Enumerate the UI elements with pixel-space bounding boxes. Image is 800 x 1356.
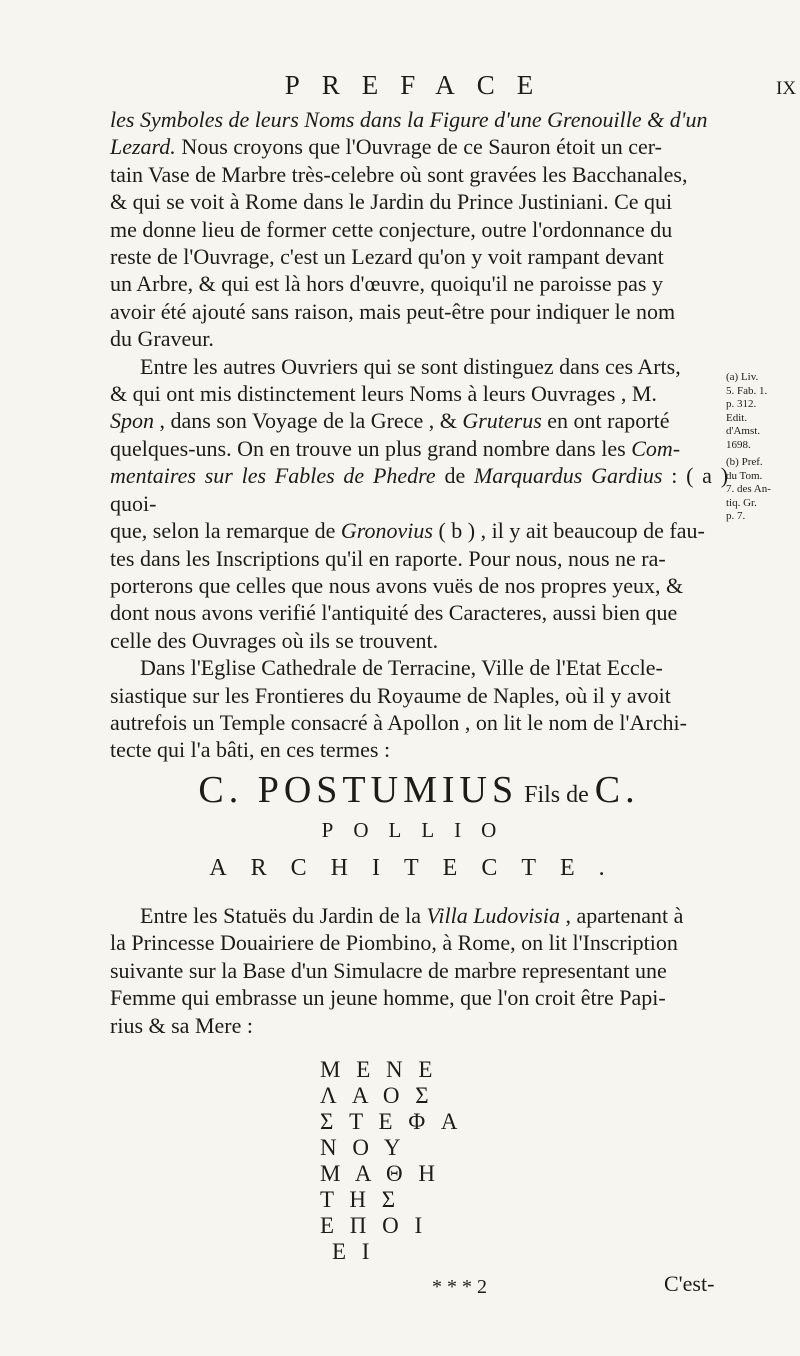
text-line: Entre les autres Ouvriers qui se sont distinguez dans ces Arts, xyxy=(140,353,681,379)
greek-line: E Π O I xyxy=(320,1213,428,1238)
text-line: Gruterus xyxy=(462,408,542,434)
inscription-name: C. POSTUMIUS xyxy=(198,769,519,811)
sidenote-line: d'Amst. xyxy=(726,425,761,438)
text-line: Marquardus Gardius xyxy=(473,463,663,489)
text-line: du Graveur. xyxy=(110,326,214,352)
sidenote-line: Edit. xyxy=(726,411,748,424)
running-title: PREFACE xyxy=(284,70,556,100)
catchword: C'est- xyxy=(664,1271,715,1296)
text-line: celle des Ouvrages où ils se trouvent. xyxy=(110,627,439,653)
signature-mark: * * * 2 xyxy=(432,1276,487,1298)
greek-line: N O Y xyxy=(320,1135,406,1160)
text-line: dont nous avons verifié l'antiquité des Caracteres, aussi bien que xyxy=(110,600,678,626)
text-line: Dans l'Eglise Cathedrale de Terracine, Ville de l'Etat Eccle- xyxy=(140,655,663,681)
sidenote-a xyxy=(726,371,796,453)
paragraph-4 xyxy=(110,902,728,1039)
main-text-2 xyxy=(110,902,728,1039)
greek-line: M E N E xyxy=(320,1057,438,1082)
paragraph-3 xyxy=(110,654,728,764)
main-text xyxy=(110,106,728,764)
text-line: que, selon la remarque de xyxy=(110,518,341,544)
sidenote-b xyxy=(726,456,796,524)
text-line: tain Vase de Marbre très-celebre où sont gravées les Bacchanales, xyxy=(110,161,688,187)
text-line: Lezard. xyxy=(110,134,176,160)
page-number: IX xyxy=(776,78,797,99)
text-line: rius & sa Mere : xyxy=(110,1012,253,1038)
greek-inscription xyxy=(320,1057,520,1265)
text-line: Spon xyxy=(110,408,154,434)
latin-inscription xyxy=(110,768,728,882)
text-line: avoir été ajouté sans raison, mais peut-être pour indiquer le nom xyxy=(110,298,676,324)
sidenote-line: 5. Fab. 1. xyxy=(726,384,768,397)
text-line: Villa Ludovisia xyxy=(426,903,560,928)
greek-line: Λ A O Σ xyxy=(320,1083,434,1108)
text-line: reste de l'Ouvrage, c'est un Lezard qu'on y voit rampant devant xyxy=(110,244,664,270)
text-line: autrefois un Temple consacré à Apollon , on lit le nom de l'Archi- xyxy=(110,709,687,735)
inscription-line: ARCHITECTE. xyxy=(209,855,629,881)
text-line: & qui ont mis distinctement leurs Noms à leurs Ouvrages , M. xyxy=(110,381,657,407)
sidenote-line: p. 312. xyxy=(726,398,757,411)
greek-line: E I xyxy=(332,1239,375,1264)
text-line: quelques-uns. On en trouve un plus grand nombre dans les xyxy=(110,435,632,461)
inscription-filiation: Fils de xyxy=(518,782,595,808)
inscription-line: POLLIO xyxy=(321,818,517,842)
text-line: Nous croyons que l'Ouvrage de ce Sauron étoit un cer- xyxy=(175,134,662,160)
greek-line: T H Σ xyxy=(320,1187,401,1212)
text-line: Femme qui embrasse un jeune homme, que l'on croit être Papi- xyxy=(110,985,666,1011)
text-line: Entre les Statuës du Jardin de la xyxy=(140,903,427,928)
text-line: tecte qui l'a bâti, en ces termes : xyxy=(110,737,391,763)
inscription-line xyxy=(110,768,728,812)
text-line: siastique sur les Frontieres du Royaume de Naples, où il y avoit xyxy=(110,682,671,708)
text-line: de xyxy=(435,463,474,489)
inscription-praenomen: C. xyxy=(594,769,640,811)
text-line: & qui se voit à Rome dans le Jardin du Prince Justiniani. Ce qui xyxy=(110,189,673,215)
text-line: les Symboles de leurs Noms dans la Figure d'une Grenouille & d'un xyxy=(110,107,708,132)
text-line: ( b ) , il y ait beaucoup de fau- xyxy=(432,518,705,544)
text-line: Com- xyxy=(631,435,681,461)
text-line: tes dans les Inscriptions qu'il en raporte. Pour nous, nous ne ra- xyxy=(110,545,666,571)
sidenote-line: (a) Liv. xyxy=(726,371,759,383)
text-line: en ont raporté xyxy=(541,408,670,434)
text-line: , apartenant à xyxy=(559,903,684,928)
text-line: suivante sur la Base d'un Simulacre de marbre representant une xyxy=(110,957,667,983)
paragraph-1 xyxy=(110,106,728,353)
greek-line: Σ T E Φ A xyxy=(320,1109,463,1134)
text-line: , dans son Voyage de la Grece , & xyxy=(154,408,463,434)
sidenote-line: (b) Pref. xyxy=(726,456,763,468)
sidenote-line: du Tom. xyxy=(726,469,763,482)
sidenote-line: tiq. Gr. xyxy=(726,496,757,509)
text-line: : ( a ) quoi- xyxy=(110,463,729,516)
greek-line: M A Θ H xyxy=(320,1161,440,1186)
paragraph-2 xyxy=(110,353,728,654)
text-line: la Princesse Douairiere de Piombino, à Rome, on lit l'Inscription xyxy=(110,930,678,956)
sidenote-line: p. 7. xyxy=(726,510,746,523)
sidenote-line: 7. des An- xyxy=(726,483,771,496)
text-line: me donne lieu de former cette conjecture, outre l'ordonnance du xyxy=(110,216,673,242)
text-line: Gronovius xyxy=(340,518,433,544)
sidenote-line: 1698. xyxy=(726,438,751,451)
text-line: porterons que celles que nous avons vuës de nos propres yeux, & xyxy=(110,572,684,598)
text-line: mentaires sur les Fables de Phedre xyxy=(110,463,436,489)
text-line: un Arbre, & qui est là hors d'œuvre, quoiqu'il ne paroisse pas y xyxy=(110,271,663,297)
